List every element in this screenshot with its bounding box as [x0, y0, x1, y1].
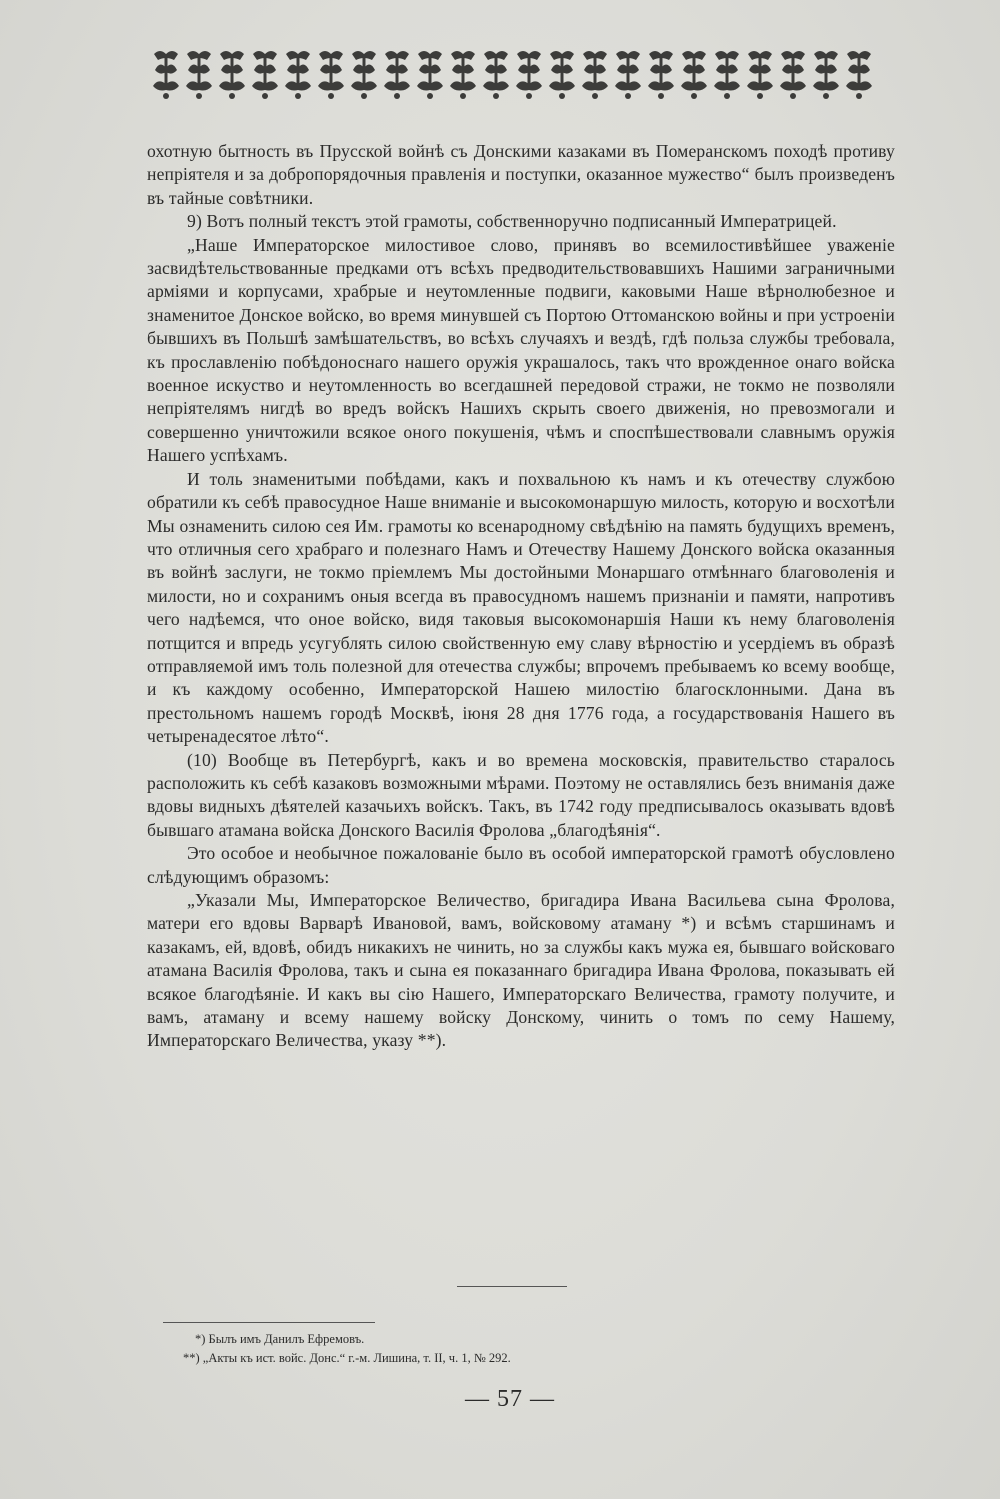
ornament-motif — [582, 51, 608, 99]
ornament-motif — [483, 51, 509, 99]
paragraph-continuation: охотную бытность въ Прусской войнѣ съ Донскими казаками въ Померанскомъ походѣ противу непріятеля и за добропорядочныя правленія и поступки, оказанное мужество“ былъ произведенъ въ тайные совѣтники. — [147, 141, 895, 208]
ornament-motif — [186, 51, 212, 99]
footnote-rule — [163, 1322, 375, 1323]
ornament-motif — [813, 51, 839, 99]
paragraph-note-9: 9) Вотъ полный текстъ этой грамоты, собственноручно подписанный Императрицей. — [187, 211, 837, 232]
footnote-2: **) „Акты къ ист. войс. Донс.“ г.-м. Лишина, т. II, ч. 1, № 292. — [183, 1351, 511, 1365]
main-text — [147, 140, 895, 1053]
ornament-motif — [450, 51, 476, 99]
ornament-motif — [351, 51, 377, 99]
ornament-motif — [549, 51, 575, 99]
footnote-1: *) Былъ имъ Данилъ Ефремовъ. — [195, 1332, 365, 1346]
ornament-motif — [153, 51, 179, 99]
paragraph-grant-quote: „Указали Мы, Императорское Величество, бригадира Ивана Васильева сына Фролова, матери его вдовы Варварѣ Ивановой, вамъ, войсковому атаману *) и всѣмъ старшинамъ и казакамъ, ей, вдовѣ, обидъ никакихъ не чинить, но за службы какъ мужа ея, бывшаго войсковаго атамана Василія Фролова, такъ и сына ея показаннаго бригадира Ивана Фролова, показывать ей всякое благодѣяніе. И какъ вы сію Нашего, Императорскаго Величества, грамоту получите, и вамъ, атаману и всему нашему войску Донскому, чинить о томъ по сему Нашему, Императорскаго Величества, указу **). — [147, 890, 895, 1051]
ornament-motif — [714, 51, 740, 99]
page-number: — 57 — — [465, 1386, 555, 1412]
ornament-motif — [648, 51, 674, 99]
ornament-motif — [681, 51, 707, 99]
paragraph-grant-intro: Это особое и необычное пожалованіе было въ особой императорской грамотѣ обусловлено слѣдующимъ образомъ: — [147, 843, 895, 887]
ornament-motif — [780, 51, 806, 99]
ornament-motif — [219, 51, 245, 99]
section-separator — [457, 1286, 567, 1287]
ornament-motif — [318, 51, 344, 99]
paragraph-charter-1: „Наше Императорское милостивое слово, принявъ во всемилостивѣйшее уваженіе засвидѣтельствованные предками отъ всѣхъ предводительствовавшихъ Нашими заграничными арміями и корпусами, храбрые и неутомленные подвиги, каковыми Наше вѣрнолюбезное и знаменитое Донское войско, во время минувшей съ Портою Оттоманскою войны и при устроеніи бывшихъ въ Польшѣ замѣшательствъ, во всѣхъ случаяхъ и вездѣ, гдѣ польза службы требовала, къ прославленію побѣдоноснаго нашего оружія украшалось, такъ что врожденное онаго войска военное искуство и неутомленность во всегдашней передовой стражи, не токмо не позволяли непріятелямъ нигдѣ во вредъ войскъ Нашихъ скрыть своего движенія, но превозмогали и совершенно уничтожили всякое оного покушенія, чѣмъ и споспѣшествовали славнымъ оружія Нашего успѣхамъ. — [147, 234, 895, 466]
ornament-motif — [384, 51, 410, 99]
ornament-motif — [516, 51, 542, 99]
ornament-motif — [747, 51, 773, 99]
ornament-motif — [285, 51, 311, 99]
ornament-motif — [417, 51, 443, 99]
ornamental-border-icon — [150, 44, 898, 100]
paragraph-note-10: (10) Вообще въ Петербургѣ, какъ и во времена московскія, правительство старалось расположить къ себѣ казаковъ возможными мѣрами. Поэтому не оставлялись безъ вниманія даже вдовы видныхъ дѣятелей казачьихъ войскъ. Такъ, въ 1742 году предписывалось оказывать вдовѣ бывшаго атамана войска Донского Василія Фролова „благодѣянія“. — [147, 749, 895, 840]
footnotes — [163, 1330, 863, 1368]
ornament-motif — [846, 51, 872, 99]
ornament-motif — [615, 51, 641, 99]
paragraph-charter-2: И толь знаменитыми побѣдами, какъ и похвальною къ намъ и къ отечеству службою обратили къ себѣ правосудное Наше вниманіе и высокомонаршую милость, которую и восхотѣли Мы ознаменить силою сея Им. грамоты ко всенародному свѣдѣнію на память будущихъ временъ, что отличныя сего храбраго и полезнаго Намъ и Отечеству Нашему Донского войска оказанныя въ войнѣ заслуги, не токмо пріемлемъ Мы достойными Монаршаго отмѣннаго благоволенія и милости, но и сохранимъ оныя всегда въ правосудномъ нашемъ признаніи и памяти, напротивъ чего надѣемся, что оное войско, видя таковыя высокомонаршія Наши къ нему благоволенія потщится и впредь усугублять силою свойственную ему славу вѣрностію и усердіемъ въ образѣ отправляемой имъ толь полезной для отечества службы; впрочемъ пребываемъ ко всему вообще, и къ каждому особенно, Императорской Нашею милостію благосклонными. Дана въ престольномъ нашемъ городѣ Москвѣ, іюня 28 дня 1776 года, а государствованія Нашего въ четыренадесятое лѣто“. — [147, 468, 895, 747]
ornament-motif — [252, 51, 278, 99]
